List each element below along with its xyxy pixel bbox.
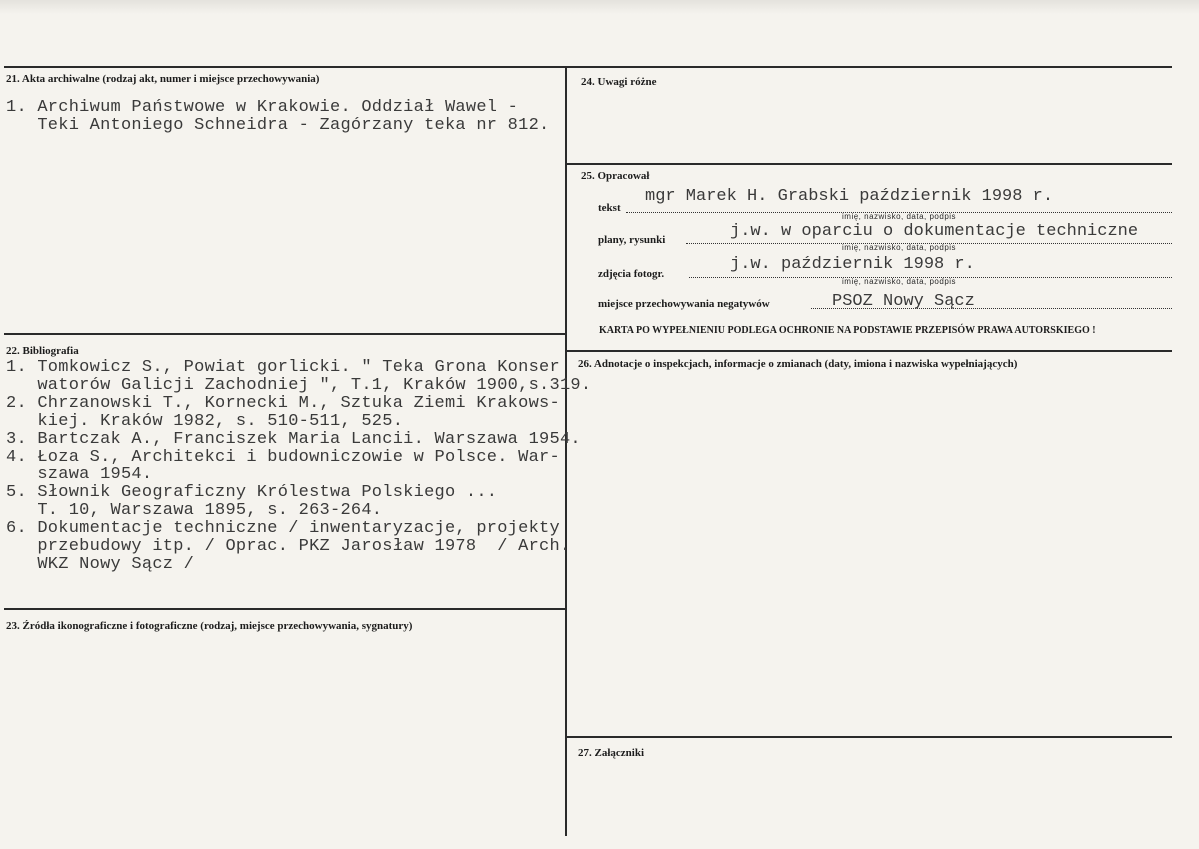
negatywy-value: PSOZ Nowy Sącz xyxy=(832,292,975,311)
scan-top-edge xyxy=(0,0,1199,14)
bibliography-line: szawa 1954. xyxy=(6,465,153,484)
tekst-label: tekst xyxy=(598,202,621,214)
bibliography-line: przebudowy itp. / Oprac. PKZ Jarosław 1978 / Arch. xyxy=(6,537,571,556)
column-divider xyxy=(565,66,567,836)
negatywy-label: miejsce przechowywania negatywów xyxy=(598,298,770,310)
plany-sublabel: imię, nazwisko, data, podpis xyxy=(842,243,957,252)
section-22-label: 22. Bibliografia xyxy=(6,345,79,357)
plany-value: j.w. w oparciu o dokumentacje techniczne xyxy=(730,222,1139,241)
zdjecia-label: zdjęcia fotogr. xyxy=(598,268,665,280)
section-24-label: 24. Uwagi różne xyxy=(581,76,657,88)
section-21-label: 21. Akta archiwalne (rodzaj akt, numer i miejsce przechowywania) xyxy=(6,73,320,85)
bibliography-line: 4. Łoza S., Architekci i budowniczowie w Polsce. War- xyxy=(6,448,560,467)
rule-22-23 xyxy=(4,608,565,610)
zdjecia-sublabel: imię, nazwisko, data, podpis xyxy=(842,277,957,286)
bibliography-line: 5. Słownik Geograficzny Królestwa Polskiego ... xyxy=(6,483,498,502)
bibliography-line: 1. Tomkowicz S., Powiat gorlicki. " Teka Grona Konser xyxy=(6,358,560,377)
bibliography-line: kiej. Kraków 1982, s. 510-511, 525. xyxy=(6,412,404,431)
bibliography-line: WKZ Nowy Sącz / xyxy=(6,555,195,574)
tekst-value: mgr Marek H. Grabski październik 1998 r. xyxy=(645,187,1054,206)
section-25-label: 25. Opracował xyxy=(581,170,650,182)
section-26-label: 26. Adnotacje o inspekcjach, informacje o zmianach (daty, imiona i nazwiska wypełniających) xyxy=(578,358,1018,370)
top-rule xyxy=(4,66,1172,68)
bibliography-line: 6. Dokumentacje techniczne / inwentaryzacje, projekty xyxy=(6,519,560,538)
rule-24-25 xyxy=(567,163,1172,165)
bibliography-line: T. 10, Warszawa 1895, s. 263-264. xyxy=(6,501,383,520)
rule-21-22 xyxy=(4,333,565,335)
rule-26-27 xyxy=(567,736,1172,738)
copyright-notice: KARTA PO WYPEŁNIENIU PODLEGA OCHRONIE NA PODSTAWIE PRZEPISÓW PRAWA AUTORSKIEGO ! xyxy=(599,325,1096,336)
bibliography-line: 2. Chrzanowski T., Kornecki M., Sztuka Ziemi Krakows- xyxy=(6,394,560,413)
rule-25-26 xyxy=(567,350,1172,352)
zdjecia-value: j.w. październik 1998 r. xyxy=(730,255,975,274)
section-23-label: 23. Źródła ikonograficzne i fotograficzne (rodzaj, miejsce przechowywania, sygnatury) xyxy=(6,620,413,632)
bibliography-line: watorów Galicji Zachodniej ", T.1, Kraków 1900,s.319. xyxy=(6,376,592,395)
bibliography-line: 3. Bartczak A., Franciszek Maria Lancii. Warszawa 1954. xyxy=(6,430,581,449)
plany-label: plany, rysunki xyxy=(598,234,666,246)
section-21-line: Teki Antoniego Schneidra - Zagórzany teka nr 812. xyxy=(6,116,550,135)
tekst-sublabel: imię, nazwisko, data, podpis xyxy=(842,212,957,221)
section-27-label: 27. Załączniki xyxy=(578,747,645,759)
section-21-line: 1. Archiwum Państwowe w Krakowie. Oddział Wawel - xyxy=(6,98,519,117)
